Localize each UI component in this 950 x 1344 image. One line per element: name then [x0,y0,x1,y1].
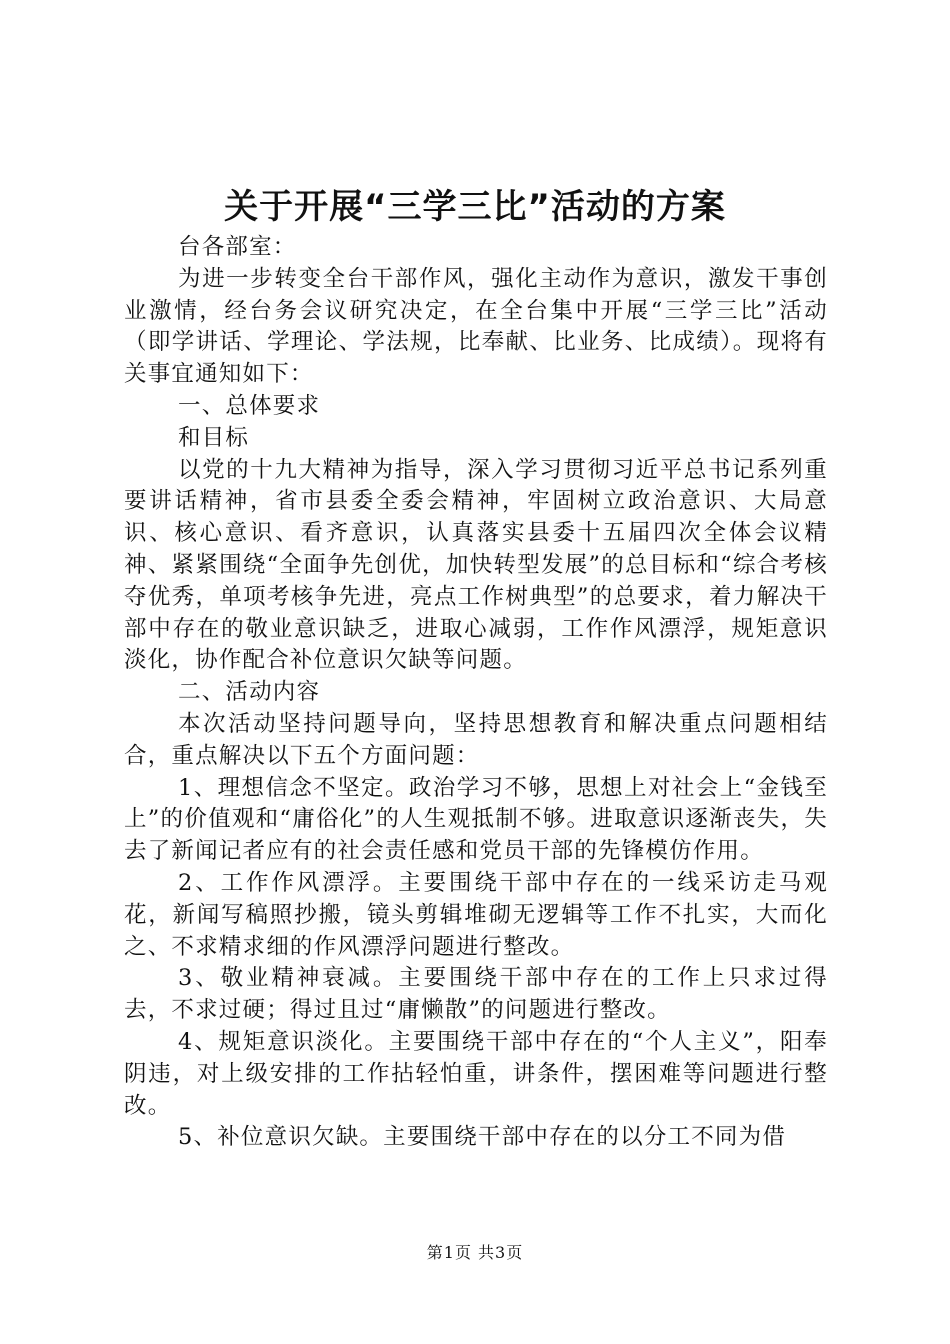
list-item-3: 3、敬业精神衰减。主要围绕干部中存在的工作上只求过得去，不求过硬；得过且过“庸懒散”的问题进行整改。 [124,965,828,1024]
content-intro-paragraph: 本次活动坚持问题导向，坚持思想教育和解决重点问题相结合，重点解决以下五个方面问题： [124,710,828,769]
document-body [124,232,828,1154]
salutation: 台各部室： [178,234,297,260]
goals-paragraph: 以党的十九大精神为指导，深入学习贯彻习近平总书记系列重要讲话精神，省市县委全委会精神，牢固树立政治意识、大局意识、核心意识、看齐意识，认真落实县委十五届四次全体会议精神、紧紧围绕“全面争先创优，加快转型发展”的总目标和“综合考核夺优秀，单项考核争先进，亮点工作树典型”的总要求，着力解决干部中存在的敬业意识缺乏，进取心减弱，工作作风漂浮，规矩意识淡化，协作配合补位意识欠缺等问题。 [124,456,828,674]
list-item-4: 4、规矩意识淡化。主要围绕干部中存在的“个人主义”，阳奉阴违，对上级安排的工作拈轻怕重，讲条件，摆困难等问题进行整改。 [124,1028,828,1119]
list-item-2: 2、工作作风漂浮。主要围绕干部中存在的一线采访走马观花，新闻写稿照抄搬，镜头剪辑堆砌无逻辑等工作不扎实，大而化之、不求精求细的作风漂浮问题进行整改。 [124,869,828,960]
section-heading-1: 一、总体要求 [178,392,321,419]
list-item-5: 5、补位意识欠缺。主要围绕干部中存在的以分工不同为借 [178,1124,787,1151]
section-heading-2: 二、活动内容 [178,679,321,706]
list-item-1: 1、理想信念不坚定。政治学习不够，思想上对社会上“金钱至上”的价值观和“庸俗化”的人生观抵制不够。进取意识逐渐丧失，失去了新闻记者应有的社会责任感和党员干部的先锋模仿作用。 [124,774,828,865]
document-title: 关于开展“三学三比”活动的方案 [224,187,726,227]
page-footer: 第1页 共3页 [426,1243,524,1262]
intro-paragraph: 为进一步转变全台干部作风，强化主动作为意识，激发干事创业激情，经台务会议研究决定，在全台集中开展“三学三比”活动（即学讲话、学理论、学法规，比奉献、比业务、比成绩）。现将有关事宜通知如下： [124,265,828,388]
section-heading-1-cont: 和目标 [178,424,250,451]
